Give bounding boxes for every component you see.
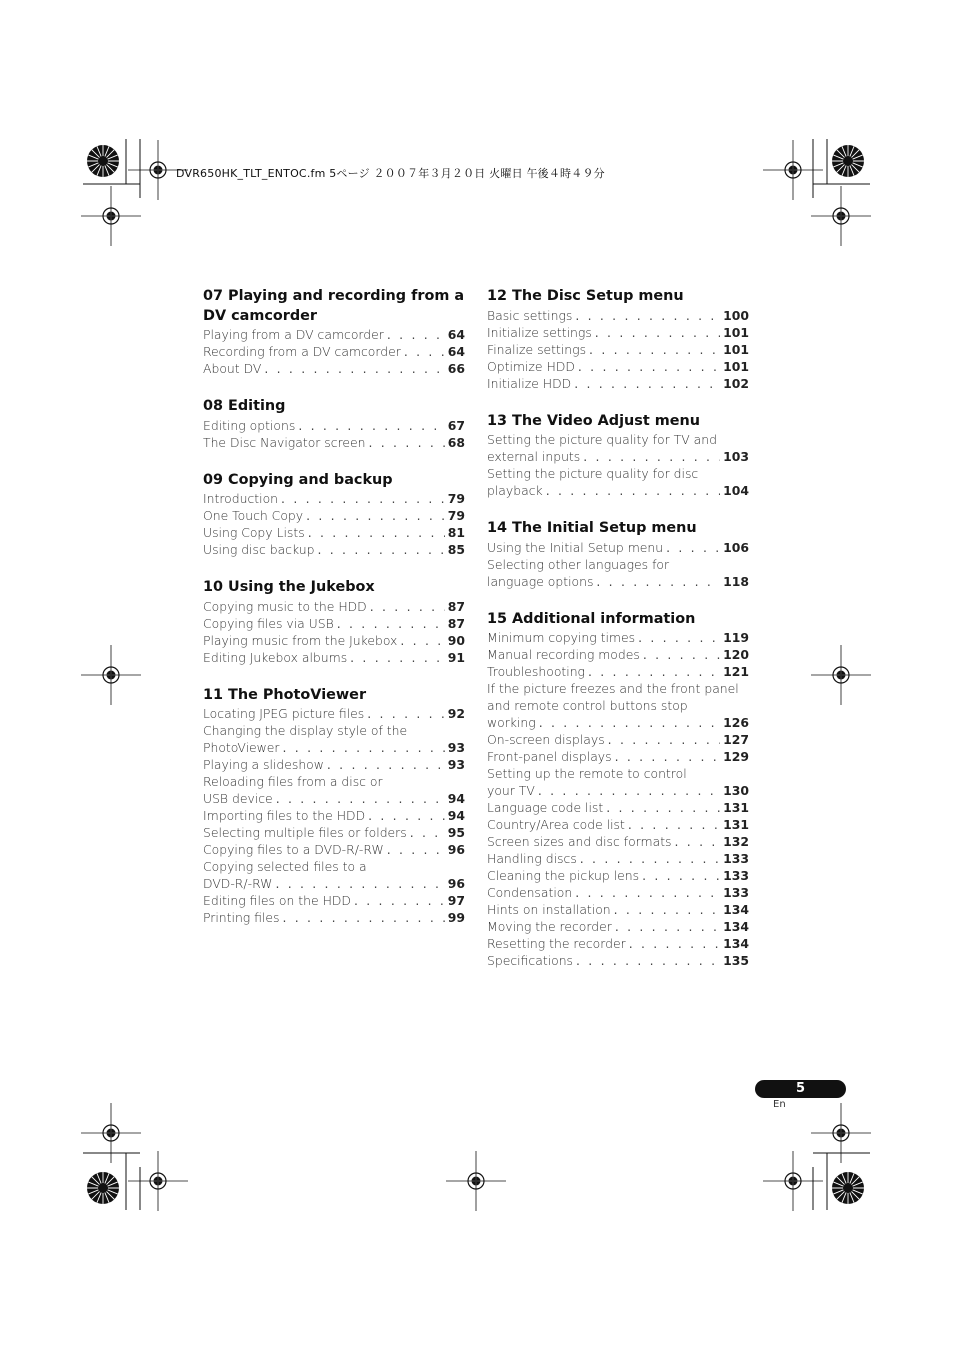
toc-entry[interactable] <box>487 833 749 850</box>
entry-page-number: 120 <box>723 647 749 662</box>
dot-leader <box>318 541 445 558</box>
toc-entry[interactable] <box>487 307 749 324</box>
dot-leader <box>638 629 720 646</box>
entry-text-line: Selecting other languages for <box>487 556 670 572</box>
dot-leader <box>589 341 720 358</box>
section-title: 07 Playing and recording from a DV camcorder <box>203 288 465 324</box>
entry-text-line: and remote control buttons stop <box>487 698 688 713</box>
toc-entry[interactable] <box>487 680 749 731</box>
dot-leader <box>368 807 445 824</box>
crosshair-registration-icon <box>128 1151 188 1211</box>
crosshair-registration-icon <box>811 645 871 705</box>
toc-entry[interactable] <box>203 807 465 824</box>
entry-text: About DV <box>203 361 262 376</box>
toc-entry[interactable] <box>203 773 465 807</box>
entry-text: Front-panel displays <box>487 749 612 764</box>
entry-text: Editing files on the HDD <box>203 893 351 908</box>
starburst-registration-icon <box>832 145 864 177</box>
entry-page-number: 79 <box>447 508 465 523</box>
entry-page-number: 66 <box>447 361 465 376</box>
entry-page-number: 102 <box>723 375 749 391</box>
dot-leader <box>387 841 445 858</box>
dot-leader <box>643 646 720 663</box>
dot-leader <box>275 875 444 892</box>
entry-page-number: 85 <box>447 542 465 557</box>
toc-entry[interactable] <box>203 541 465 558</box>
dot-leader <box>583 448 720 465</box>
entry-page-number: 67 <box>447 417 465 433</box>
entry-page-number: 101 <box>723 324 749 340</box>
dot-leader <box>283 739 445 756</box>
entry-text: Finalize settings <box>487 341 587 357</box>
entry-text: Selecting multiple files or folders <box>203 825 407 840</box>
dot-leader <box>539 714 720 731</box>
entry-text-line: Copying selected files to a <box>203 859 367 874</box>
page-number-badge: 5 <box>755 1080 846 1098</box>
toc-entry[interactable] <box>203 722 465 756</box>
entry-page-number: 134 <box>723 902 749 917</box>
section-title: 15 Additional information <box>487 610 696 627</box>
entry-page-number: 119 <box>723 630 749 645</box>
entry-text: Copying files via USB <box>203 615 334 631</box>
dot-leader <box>595 324 720 341</box>
entry-page-number: 95 <box>447 825 465 840</box>
entry-text-line: Setting the picture quality for disc <box>487 466 699 481</box>
dot-leader <box>608 731 720 748</box>
toc-section <box>203 686 465 927</box>
toc-entry[interactable] <box>487 663 749 680</box>
dot-leader <box>628 816 720 833</box>
toc-entry[interactable] <box>203 490 465 507</box>
starburst-registration-icon <box>87 1172 119 1204</box>
entry-text: Using disc backup <box>203 542 315 557</box>
entry-page-number: 101 <box>723 358 749 374</box>
entry-text: Locating JPEG picture files <box>203 706 365 721</box>
toc-entry[interactable] <box>203 507 465 524</box>
dot-leader <box>675 833 721 850</box>
toc-entry[interactable] <box>487 748 749 765</box>
section-title: 09 Copying and backup <box>203 471 393 488</box>
crosshair-registration-icon <box>811 1103 871 1163</box>
dot-leader <box>350 649 445 666</box>
dot-leader <box>615 918 720 935</box>
entry-page-number: 79 <box>447 491 465 506</box>
entry-text: Optimize HDD <box>487 358 575 374</box>
toc-entry[interactable] <box>487 539 749 556</box>
toc-entry[interactable] <box>203 326 465 343</box>
entry-text: Playing a slideshow <box>203 757 324 772</box>
entry-text: Initialize HDD <box>487 375 572 391</box>
section-title: 10 Using the Jukebox <box>203 579 375 595</box>
dot-leader <box>264 360 444 377</box>
entry-text: Editing options <box>203 417 296 433</box>
entry-page-number: 135 <box>723 953 749 968</box>
dot-leader <box>369 434 445 451</box>
dot-leader <box>578 358 720 375</box>
section-title: 14 The Initial Setup menu <box>487 520 697 536</box>
toc-entry[interactable] <box>487 465 749 499</box>
dot-leader <box>298 417 444 434</box>
dot-leader <box>367 705 445 722</box>
section-title: 13 The Video Adjust menu <box>487 412 700 429</box>
entry-text: Minimum copying times <box>487 630 636 645</box>
dot-leader <box>327 756 445 773</box>
entry-page-number: 64 <box>447 344 465 359</box>
toc-section <box>487 519 749 590</box>
toc-section <box>203 578 465 666</box>
toc-entry[interactable] <box>487 375 749 392</box>
entry-page-number: 121 <box>723 664 749 679</box>
dot-leader <box>575 884 720 901</box>
toc-entry[interactable] <box>487 935 749 952</box>
toc-entry[interactable] <box>487 731 749 748</box>
dot-leader <box>606 799 720 816</box>
dot-leader <box>276 790 445 807</box>
entry-text: playback <box>487 483 543 498</box>
toc-section <box>487 412 749 500</box>
toc-section <box>203 287 465 377</box>
dot-leader <box>666 539 720 556</box>
entry-text: Using Copy Lists <box>203 525 305 540</box>
entry-page-number: 93 <box>447 740 465 755</box>
toc-entry[interactable] <box>203 858 465 892</box>
toc-entry[interactable] <box>203 632 465 649</box>
toc-entry[interactable] <box>203 892 465 909</box>
entry-text: Playing music from the Jukebox <box>203 632 398 648</box>
toc-entry[interactable] <box>203 705 465 722</box>
toc-entry[interactable] <box>203 615 465 632</box>
entry-text: PhotoViewer <box>203 740 280 755</box>
entry-text: Copying files to a DVD-R/-RW <box>203 842 384 857</box>
toc-right-column <box>487 287 749 989</box>
entry-text: Recording from a DV camcorder <box>203 344 401 359</box>
entry-text: DVD-R/-RW <box>203 876 273 891</box>
entry-text-line: Setting up the remote to control <box>487 766 687 781</box>
toc-entry[interactable] <box>487 816 749 833</box>
entry-text: Country/Area code list <box>487 817 625 832</box>
dot-leader <box>308 524 445 541</box>
entry-text: Language code list <box>487 800 604 815</box>
entry-text: Condensation <box>487 885 573 900</box>
entry-page-number: 103 <box>723 449 749 464</box>
dot-leader <box>615 748 721 765</box>
entry-page-number: 90 <box>447 632 465 648</box>
toc-entry[interactable] <box>203 909 465 926</box>
section-title: 08 Editing <box>203 398 286 414</box>
entry-page-number: 134 <box>723 919 749 934</box>
entry-page-number: 127 <box>723 732 749 747</box>
toc-entry[interactable] <box>487 765 749 799</box>
entry-page-number: 101 <box>723 341 749 357</box>
crosshair-registration-icon <box>81 645 141 705</box>
entry-page-number: 106 <box>723 539 749 555</box>
crosshair-registration-icon <box>811 186 871 246</box>
entry-page-number: 96 <box>447 876 465 891</box>
dot-leader <box>574 375 720 392</box>
toc-entry[interactable] <box>487 646 749 663</box>
entry-page-number: 94 <box>447 791 465 806</box>
entry-text: Playing from a DV camcorder <box>203 327 384 342</box>
entry-text: Editing Jukebox albums <box>203 649 348 665</box>
entry-page-number: 87 <box>447 598 465 614</box>
entry-text: Initialize settings <box>487 324 592 340</box>
entry-page-number: 87 <box>447 615 465 631</box>
section-title: 11 The PhotoViewer <box>203 686 367 703</box>
dot-leader <box>283 909 445 926</box>
entry-page-number: 129 <box>723 749 749 764</box>
entry-page-number: 118 <box>723 573 749 589</box>
entry-text: Basic settings <box>487 307 573 323</box>
dot-leader <box>354 892 445 909</box>
entry-text: working <box>487 715 536 730</box>
toc-entry[interactable] <box>203 841 465 858</box>
toc-entry[interactable] <box>487 799 749 816</box>
dot-leader <box>306 507 445 524</box>
dot-leader <box>614 901 720 918</box>
toc-entry[interactable] <box>203 434 465 451</box>
toc-entry[interactable] <box>203 756 465 773</box>
entry-text: Resetting the recorder <box>487 936 626 951</box>
dot-leader <box>575 307 720 324</box>
entry-text: Introduction <box>203 491 279 506</box>
dot-leader <box>576 952 720 969</box>
toc-left-column <box>203 287 465 946</box>
entry-page-number: 133 <box>723 885 749 900</box>
toc-entry[interactable] <box>487 867 749 884</box>
crosshair-registration-icon <box>81 186 141 246</box>
dot-leader <box>387 326 445 343</box>
dot-leader <box>642 867 720 884</box>
toc-entry[interactable] <box>203 343 465 360</box>
entry-text: Using the Initial Setup menu <box>487 539 664 555</box>
toc-entry[interactable] <box>203 360 465 377</box>
dot-leader <box>400 632 444 649</box>
entry-page-number: 126 <box>723 715 749 730</box>
toc-section <box>487 610 749 970</box>
toc-entry[interactable] <box>487 341 749 358</box>
entry-page-number: 131 <box>723 817 749 832</box>
entry-text: Manual recording modes <box>487 647 640 662</box>
toc-entry[interactable] <box>203 417 465 434</box>
toc-section <box>203 471 465 559</box>
entry-page-number: 130 <box>723 783 749 798</box>
entry-text: Screen sizes and disc formats <box>487 834 672 849</box>
dot-leader <box>596 573 720 590</box>
entry-page-number: 131 <box>723 800 749 815</box>
section-title: 12 The Disc Setup menu <box>487 288 684 304</box>
toc-entry[interactable] <box>487 918 749 935</box>
entry-page-number: 92 <box>447 706 465 721</box>
entry-page-number: 132 <box>723 834 749 849</box>
toc-entry[interactable] <box>487 952 749 969</box>
toc-entry[interactable] <box>487 556 749 590</box>
entry-page-number: 99 <box>447 910 465 925</box>
toc-entry[interactable] <box>487 629 749 646</box>
entry-text: external inputs <box>487 449 581 464</box>
entry-text-line: Changing the display style of the <box>203 723 408 738</box>
entry-text: Copying music to the HDD <box>203 598 367 614</box>
starburst-registration-icon <box>87 145 119 177</box>
crosshair-registration-icon <box>763 1151 823 1211</box>
entry-page-number: 97 <box>447 893 465 908</box>
toc-section <box>203 397 465 451</box>
entry-page-number: 68 <box>447 434 465 450</box>
crosshair-registration-icon <box>763 140 823 200</box>
dot-leader <box>404 343 445 360</box>
entry-page-number: 133 <box>723 851 749 866</box>
crosshair-registration-icon <box>81 1103 141 1163</box>
toc-entry[interactable] <box>487 431 749 465</box>
crosshair-registration-icon <box>446 1151 506 1211</box>
entry-text: your TV <box>487 783 535 798</box>
page-language-label: En <box>773 1099 786 1110</box>
dot-leader <box>337 615 445 632</box>
entry-text: Specifications <box>487 953 574 968</box>
toc-entry[interactable] <box>203 824 465 841</box>
entry-page-number: 64 <box>447 327 465 342</box>
entry-text: On-screen displays <box>487 732 605 747</box>
entry-text-line: If the picture freezes and the front panel <box>487 681 739 696</box>
starburst-registration-icon <box>832 1172 864 1204</box>
entry-page-number: 91 <box>447 649 465 665</box>
entry-text: language options <box>487 573 594 589</box>
entry-text: USB device <box>203 791 273 806</box>
entry-page-number: 96 <box>447 842 465 857</box>
entry-text: One Touch Copy <box>203 508 304 523</box>
entry-text: Hints on installation <box>487 902 611 917</box>
toc-entry[interactable] <box>487 850 749 867</box>
toc-entry[interactable] <box>487 901 749 918</box>
toc-section <box>487 287 749 392</box>
entry-page-number: 104 <box>723 483 749 498</box>
dot-leader <box>410 824 445 841</box>
entry-text-line: Reloading files from a disc or <box>203 774 383 789</box>
entry-page-number: 134 <box>723 936 749 951</box>
entry-page-number: 133 <box>723 868 749 883</box>
entry-text: Printing files <box>203 910 280 925</box>
dot-leader <box>629 935 720 952</box>
toc-entry[interactable] <box>203 649 465 666</box>
dot-leader <box>546 482 720 499</box>
entry-text-line: Setting the picture quality for TV and <box>487 432 717 447</box>
toc-entry[interactable] <box>487 358 749 375</box>
dot-leader <box>588 663 720 680</box>
entry-text: Importing files to the HDD <box>203 808 366 823</box>
entry-text: Handling discs <box>487 851 577 866</box>
entry-page-number: 100 <box>723 307 749 323</box>
entry-page-number: 94 <box>447 808 465 823</box>
entry-text: Cleaning the pickup lens <box>487 868 640 883</box>
toc-entry[interactable] <box>487 324 749 341</box>
entry-text: The Disc Navigator screen <box>203 434 366 450</box>
entry-text: Moving the recorder <box>487 919 612 934</box>
dot-leader <box>281 490 445 507</box>
toc-entry[interactable] <box>203 524 465 541</box>
entry-text: Troubleshooting <box>487 664 585 679</box>
toc-entry[interactable] <box>203 598 465 615</box>
dot-leader <box>538 782 720 799</box>
entry-page-number: 93 <box>447 757 465 772</box>
entry-page-number: 81 <box>447 525 465 540</box>
file-info-header: DVR650HK_TLT_ENTOC.fm 5ページ ２００７年３月２０日 火曜日 午後４時４９分 <box>176 167 605 180</box>
toc-entry[interactable] <box>487 884 749 901</box>
dot-leader <box>370 598 445 615</box>
dot-leader <box>580 850 720 867</box>
